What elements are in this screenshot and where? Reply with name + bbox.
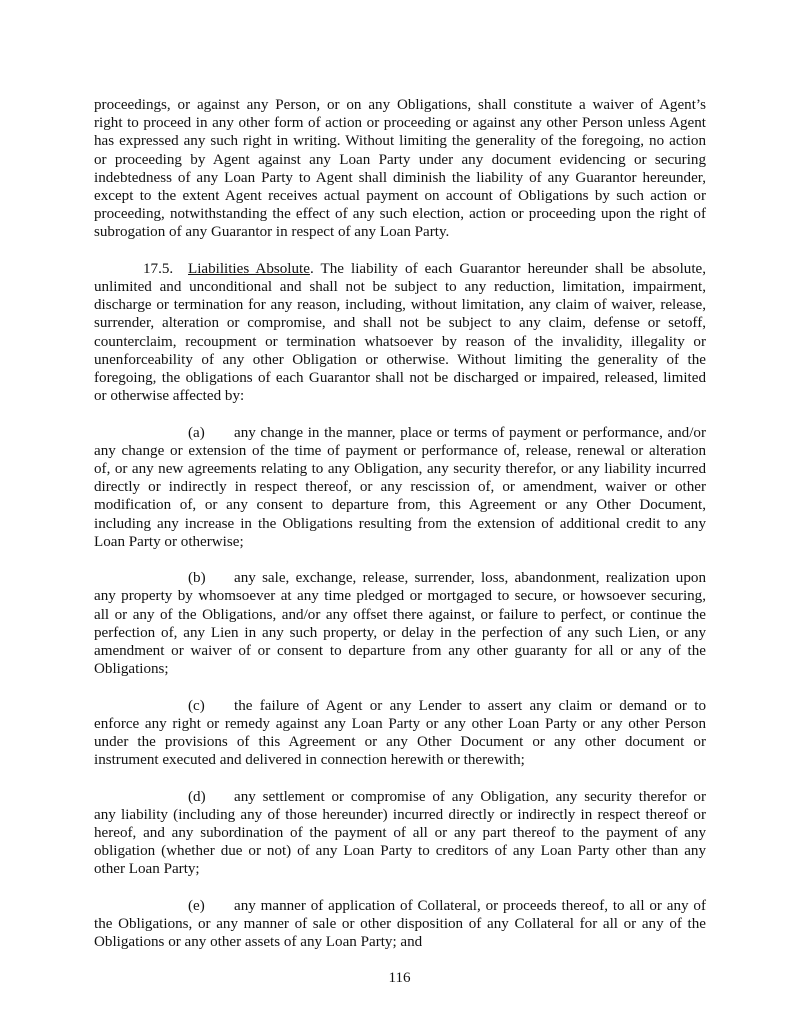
- item-label: (c): [188, 697, 205, 714]
- text-line: enforce any right or remedy against any Loan Party or any other Loan Party or any other Person: [94, 715, 706, 732]
- item-first-line: [94, 569, 706, 587]
- text-line: perfection of, any Lien in any such property, or delay in the perfection of any such Lien, or any: [94, 624, 706, 641]
- document-page: [94, 96, 706, 970]
- text-line: of, or any new agreements relating to any Obligation, any security therefor, or any liability incurred: [94, 461, 706, 478]
- item-c: [94, 697, 706, 770]
- text-line: unenforceability of any other Obligation or otherwise. Without limiting the generality of the: [94, 351, 706, 368]
- text-line: directly or indirectly in respect thereof, or any rescission of, or amendment, waiver or other: [94, 479, 706, 496]
- text-line: foregoing, the obligations of each Guarantor shall not be discharged or impaired, released, limited: [94, 370, 706, 387]
- text-line: hereof, and any subordination of the payment of all or any part thereof to the payment of any: [94, 825, 706, 842]
- text-line: except to the extent Agent receives actual payment on account of Obligations by such action or: [94, 188, 706, 205]
- text-line: any change or extension of the time of payment or performance of, release, renewal or alteration: [94, 442, 706, 459]
- item-label: (a): [188, 424, 205, 441]
- item-text: any change in the manner, place or terms of payment or performance, and/or: [234, 424, 706, 441]
- item-first-line: [94, 897, 706, 915]
- item-first-line: [94, 788, 706, 806]
- text-line: amendment or waiver of or consent to departure from any other guaranty for all or any of the: [94, 643, 706, 660]
- item-b: [94, 569, 706, 678]
- text-line: modification of, or any consent to departure from, this Agreement or any Other Document,: [94, 497, 706, 514]
- item-text: any manner of application of Collateral, or proceeds thereof, to all or any of: [234, 897, 706, 914]
- text-line: or proceeding by Agent against any Loan Party under any document evidencing or securing: [94, 151, 706, 168]
- section-17-5: [94, 260, 706, 406]
- item-text: any sale, exchange, release, surrender, loss, abandonment, realization upon: [234, 570, 706, 587]
- text-line: under the provisions of this Agreement or any Other Document or any other document or: [94, 734, 706, 751]
- text-line: proceedings, or against any Person, or on any Obligations, shall constitute a waiver of Agent’s: [94, 97, 706, 113]
- section-first-line-text: . The liability of each Guarantor hereunder shall be absolute,: [309, 260, 706, 277]
- text-line: including any increase in the Obligations resulting from the extension of additional credit to any: [94, 515, 706, 532]
- text-line: any property by whomsoever at any time pledged or mortgaged to secure, or howsoever securing,: [94, 588, 706, 605]
- text-line: unlimited and unconditional and shall not be subject to any reduction, limitation, impairment,: [94, 279, 706, 296]
- text-line: proceeding, notwithstanding the effect of any such election, action or proceeding upon the right of: [94, 206, 706, 223]
- text-line: instrument executed and delivered in connection herewith or therewith;: [94, 752, 525, 769]
- text-line: other Loan Party;: [94, 861, 200, 878]
- item-label: (e): [188, 897, 205, 914]
- text-line: obligation (whether due or not) of any Loan Party to creditors of any Loan Party other than any: [94, 843, 706, 860]
- item-text: the failure of Agent or any Lender to assert any claim or demand or to: [234, 697, 706, 714]
- text-line: counterclaim, recoupment or termination whatsoever by reason of the invalidity, illegality or: [94, 333, 706, 350]
- text-line: Loan Party or otherwise;: [94, 533, 244, 550]
- text-line: indebtedness of any Loan Party to Agent shall diminish the liability of any Guarantor hereunder,: [94, 169, 706, 186]
- text-line: Obligations;: [94, 661, 169, 678]
- page-number: 116: [388, 970, 411, 986]
- item-label: (d): [188, 788, 206, 805]
- text-line: right to proceed in any other form of action or proceeding or against any other Person unless Agent: [94, 115, 706, 132]
- text-line: any liability (including any of those hereunder) incurred directly or indirectly in respect thereof or: [94, 806, 706, 823]
- item-label: (b): [188, 570, 206, 587]
- text-line: discharge or termination for any reason, including, without limitation, any claim of waiver, release,: [94, 297, 706, 314]
- section-number: 17.5.: [143, 260, 174, 277]
- text-line: all or any of the Obligations, and/or any offset there against, or failure to perfect, or continue the: [94, 606, 706, 623]
- intro-paragraph: [94, 96, 706, 242]
- section-heading: Liabilities Absolute: [188, 260, 310, 277]
- item-d: [94, 788, 706, 879]
- item-a: [94, 424, 706, 551]
- text-line: the Obligations, or any manner of sale or other disposition of any Collateral for all or any of the: [94, 916, 706, 933]
- item-first-line: [94, 424, 706, 442]
- text-line: Obligations or any other assets of any Loan Party; and: [94, 934, 423, 951]
- text-line: has expressed any such right in writing. Without limiting the generality of the foregoing, no action: [94, 133, 706, 150]
- item-e: [94, 897, 706, 952]
- section-first-line: [94, 260, 706, 278]
- item-text: any settlement or compromise of any Obligation, any security therefor or: [234, 788, 706, 805]
- text-line: subrogation of any Guarantor in respect of any Loan Party.: [94, 224, 450, 241]
- text-line: or otherwise affected by:: [94, 388, 245, 405]
- item-first-line: [94, 697, 706, 715]
- text-line: surrender, alteration or compromise, and shall not be subject to any claim, defense or setoff,: [94, 315, 706, 332]
